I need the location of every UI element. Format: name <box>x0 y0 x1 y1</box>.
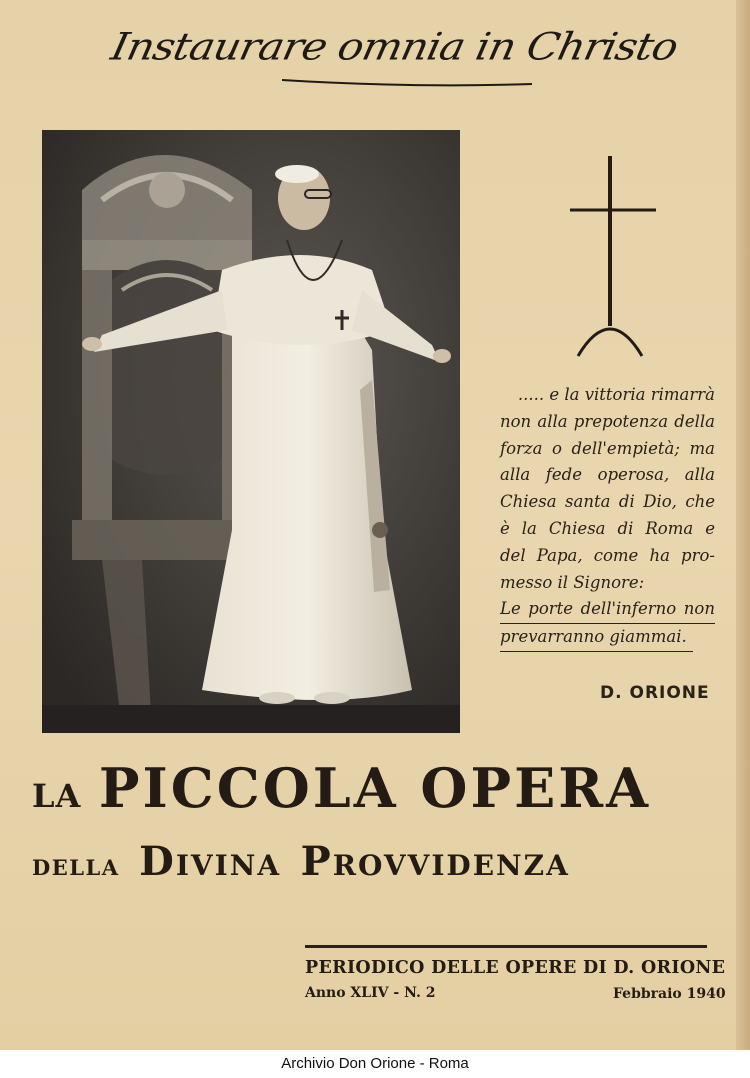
motto-text: Instaurare omnia in Christo <box>107 24 682 69</box>
issue-number: Anno XLIV - N. 2 <box>305 985 436 1001</box>
pope-photograph <box>42 130 460 733</box>
cross-icon <box>566 152 662 358</box>
quote-line-underlined: Le porte dell'inferno non <box>500 596 715 624</box>
quote-line: ..... e la vittoria rimarrà <box>517 385 715 404</box>
masthead-della: della <box>32 848 120 883</box>
quote-line: Chiesa santa di Dio, che <box>500 492 715 512</box>
masthead-title: PICCOLA OPERA <box>98 756 652 820</box>
motto-underline <box>112 14 672 98</box>
quote-line: è la Chiesa di Roma e <box>500 518 715 538</box>
quote-line: messo il Signore: <box>500 572 645 592</box>
quote-line: alla fede operosa, alla <box>500 465 715 485</box>
masthead-provvidenza: Provvidenza <box>300 838 570 885</box>
masthead-divina: Divina <box>139 838 282 885</box>
masthead-line-1 <box>32 756 712 820</box>
quote-line-underlined: prevarranno giammai. <box>500 624 693 652</box>
masthead-line-2 <box>32 838 712 885</box>
quote-line: del Papa, come ha pro- <box>500 545 715 565</box>
quote-line: forza o dell'empietà; ma <box>500 438 715 458</box>
masthead-article: LA <box>32 777 82 815</box>
quote-line: non alla prepotenza della <box>500 411 715 431</box>
photo-illustration <box>42 130 460 733</box>
handwritten-motto <box>107 14 682 98</box>
archive-footer: Archivio Don Orione - Roma <box>0 1050 750 1078</box>
issue-date: Febbraio 1940 <box>613 986 726 1002</box>
divider <box>305 945 707 948</box>
periodical-subtitle: PERIODICO DELLE OPERE DI D. ORIONE <box>305 958 726 978</box>
orione-quote <box>500 382 715 652</box>
page-edge <box>736 0 750 1050</box>
signature: D. ORIONE <box>600 683 710 703</box>
